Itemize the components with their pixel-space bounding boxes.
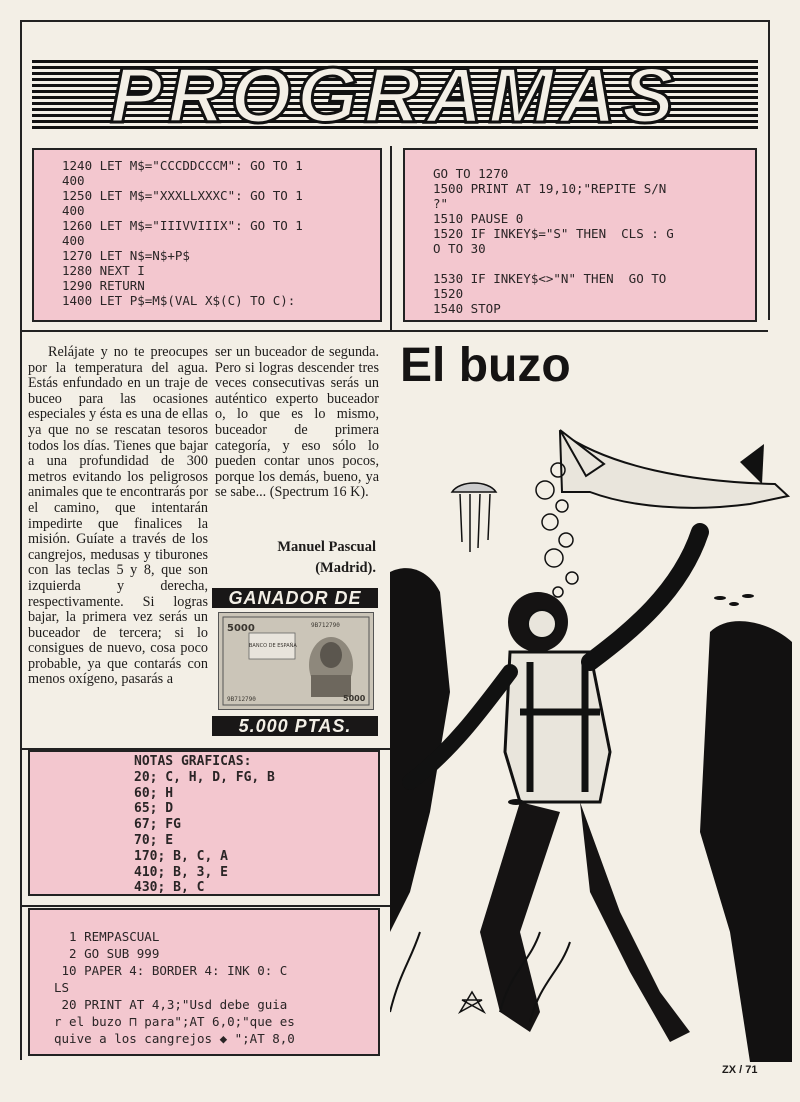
author-credit (214, 537, 376, 579)
diver-mask (528, 610, 556, 638)
prize-top-label: GANADOR DE (212, 588, 378, 608)
article-column-2 (215, 345, 379, 501)
graphics-notes-box (28, 750, 380, 896)
banknote-image (218, 612, 374, 710)
article-title: El buzo (400, 339, 571, 392)
page-frame-left (20, 20, 22, 1060)
code-listing-top-right (403, 148, 757, 322)
column-divider-top (390, 146, 392, 330)
diver-torso (505, 652, 610, 802)
diver-right-arm (590, 532, 700, 662)
diver-right-leg (580, 802, 690, 1042)
page-number: ZX / 71 (722, 1064, 758, 1076)
article-paragraph: Relájate y no te preocupes por la temperatura del agua. Estás enfundado en un traje de buceo para las ocasiones especiales y ésta es una de ellas ya que no se rescatan tesoros todos los días. Tienes que bajar a una profundidad de 300 metros evitando los peligrosos animales que te encontrarás por el camino, que intentarán impedirte que finalices la misión. Guíate a través de los cangrejos, medusas y tiburones con las teclas 5 y 8, que son izquierda y derecha, respectivamente. Si logras bajar, la primera vez serás un buceador de tercera; si lo consigues de nuevo, cosa poco probable, ya que contarás con menos oxígeno, pasarás a (28, 344, 208, 688)
diver-left-leg (480, 802, 560, 1032)
graphics-notes-lines: NOTAS GRAFICAS: 20; C, H, D, FG, B 60; H 65; D 67; FG 70; E 170; B, C, A 410; B, 3, E 430; B, C (134, 754, 275, 896)
diver-illustration (390, 372, 792, 1062)
prize-badge (212, 588, 378, 736)
code-listing-bottom (28, 908, 380, 1056)
starfish (460, 992, 484, 1012)
code-lines: GO TO 1270 1500 PRINT AT 19,10;"REPITE S/N ?" 1510 PAUSE 0 1520 IF INKEY$="S" THEN CLS : G O TO 30 1530 IF INKEY$<>"N" THEN GO TO 1520 1540 STOP (433, 166, 674, 316)
article-paragraph: ser un buceador de segunda. Pero si logras descender tres veces consecutivas serás un auténtico experto buceador o, lo que es lo mismo, buceador de primera categoría, y eso sólo lo pueden contar unos pocos, porque los demás, bueno, ya se sabe... (Spectrum 16 K). (215, 344, 379, 501)
code-listing-top-left (32, 148, 382, 322)
banknote-serial-bottom: 9B712790 (227, 696, 256, 703)
listing-divider (22, 905, 390, 907)
banknote-serial: 9B712790 (311, 622, 340, 629)
banknote-value: 5000 (227, 623, 255, 634)
banknote-illustration (219, 613, 373, 709)
author-name: Manuel Pascual (277, 539, 376, 555)
jellyfish (452, 483, 496, 552)
author-city: (Madrid). (315, 560, 376, 576)
banknote-value-bottom: 5000 (343, 694, 366, 703)
diver (410, 532, 700, 1042)
rock-right (700, 621, 792, 1062)
code-lines: 1 REMPASCUAL 2 GO SUB 999 10 PAPER 4: BORDER 4: INK 0: C LS 20 PRINT AT 4,3;"Usd debe guia r el buzo ⊓ para";AT 6,0;"que es quive a los cangrejos ◆ ";AT 8,0 (54, 929, 295, 1046)
programas-banner (32, 60, 758, 130)
section-divider (22, 330, 768, 332)
banknote-bank: BANCO DE ESPAÑA (249, 643, 297, 649)
page-frame-top (22, 20, 770, 22)
prize-bottom-label: 5.000 PTAS. (212, 716, 378, 736)
page-frame-right (768, 20, 770, 320)
article-column-1 (28, 345, 208, 688)
code-lines: 1240 LET M$="CCCDDCCCM": GO TO 1 400 1250 LET M$="XXXLLXXXC": GO TO 1 400 1260 LET M$="IIIVVIIIX": GO TO 1 400 1270 LET N$=N$+P$ 1280 NEXT I 1290 RETURN 1400 LET P$=M$(VAL X$(C) TO C): (62, 158, 303, 308)
banner-title: PROGRAMAS (110, 60, 680, 130)
shark-fin (740, 444, 764, 484)
